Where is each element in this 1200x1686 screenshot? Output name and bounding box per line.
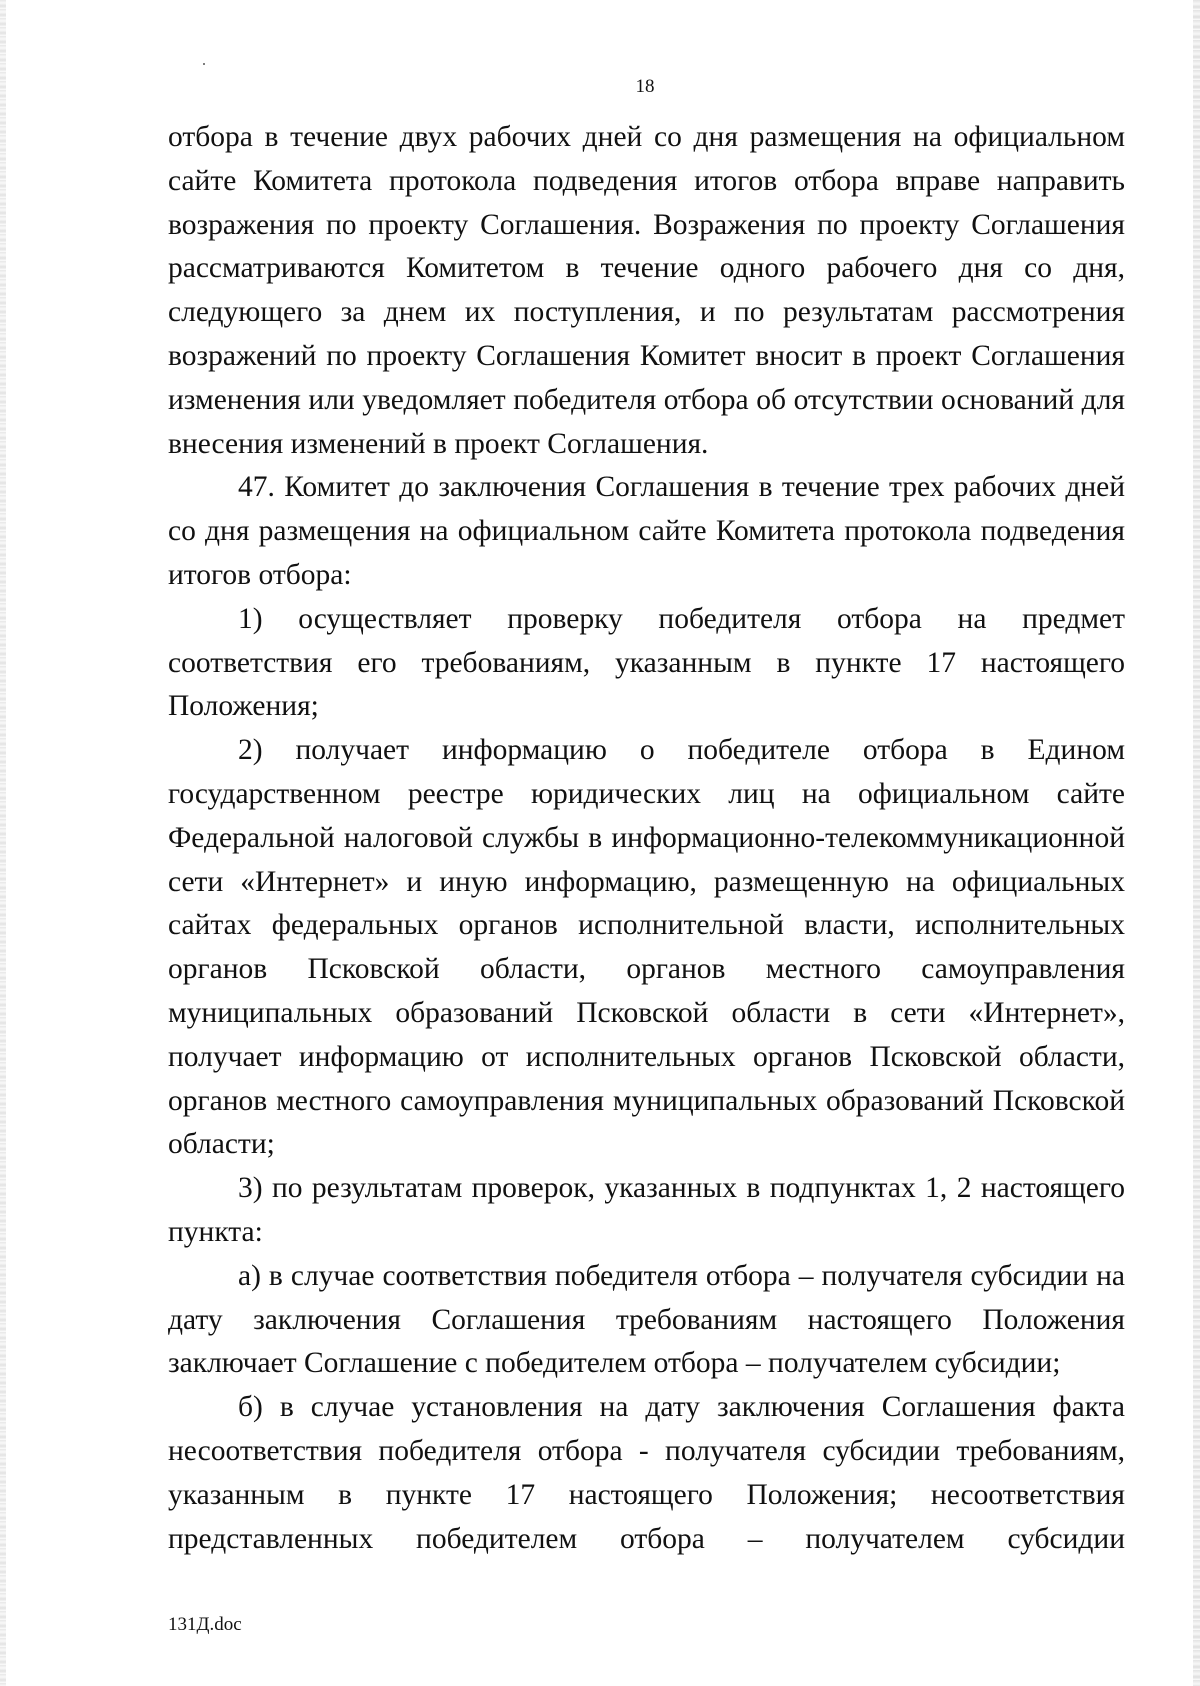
paragraph-subitem-a: а) в случае соответствия победителя отбора – получателя субсидии на дату заключения Соглашения требованиям настоящего Положения заключает Соглашение с победителем отбора – получателем субсидии; — [168, 1259, 1125, 1380]
paragraph-subitem-2: 2) получает информацию о победителе отбора в Едином государственном реестре юридических лиц на официальном сайте Федеральной налоговой службы в информационно-телекоммуникационной сети «Интернет» и иную информацию, размещенную на официальных сайтах федеральных органов исполнительной власти, исполнительных органов Псковской области, органов местного самоуправления муниципальных образований Псковской области в сети «Интернет», получает информацию от исполнительных органов Псковской области, органов местного самоуправления муниципальных образований Псковской области; — [168, 734, 1125, 1161]
document-body — [168, 116, 1125, 1561]
paragraph-subitem-b: б) в случае установления на дату заключения Соглашения факта несоответствия победителя отбора - получателя субсидии требованиям, указанным в пункте 17 настоящего Положения; несоответствия представленных победителем отбора – получателем субсидии — [168, 1391, 1125, 1555]
scan-edge-left — [0, 0, 6, 1686]
page-number: 18 — [635, 76, 655, 97]
scan-speck — [203, 63, 205, 65]
footer-filename: 131Д.doc — [168, 1614, 242, 1635]
paragraph-item-47: 47. Комитет до заключения Соглашения в течение трех рабочих дней со дня размещения на официальном сайте Комитета протокола подведения итогов отбора: — [168, 471, 1125, 591]
scan-edge-right — [1193, 0, 1200, 1686]
paragraph-subitem-1: 1) осуществляет проверку победителя отбора на предмет соответствия его требованиям, указанным в пункте 17 настоящего Положения; — [168, 602, 1125, 723]
paragraph-subitem-3: 3) по результатам проверок, указанных в подпунктах 1, 2 настоящего пункта: — [168, 1172, 1125, 1248]
paragraph-continuation: отбора в течение двух рабочих дней со дня размещения на официальном сайте Комитета протокола подведения итогов отбора вправе направить возражения по проекту Соглашения. Возражения по проекту Соглашения рассматриваются Комитетом в течение одного рабочего дня со дня, следующего за днем их поступления, и по результатам рассмотрения возражений по проекту Соглашения Комитет вносит в проект Соглашения изменения или уведомляет победителя отбора об отсутствии оснований для внесения изменений в проект Соглашения. — [168, 121, 1125, 460]
